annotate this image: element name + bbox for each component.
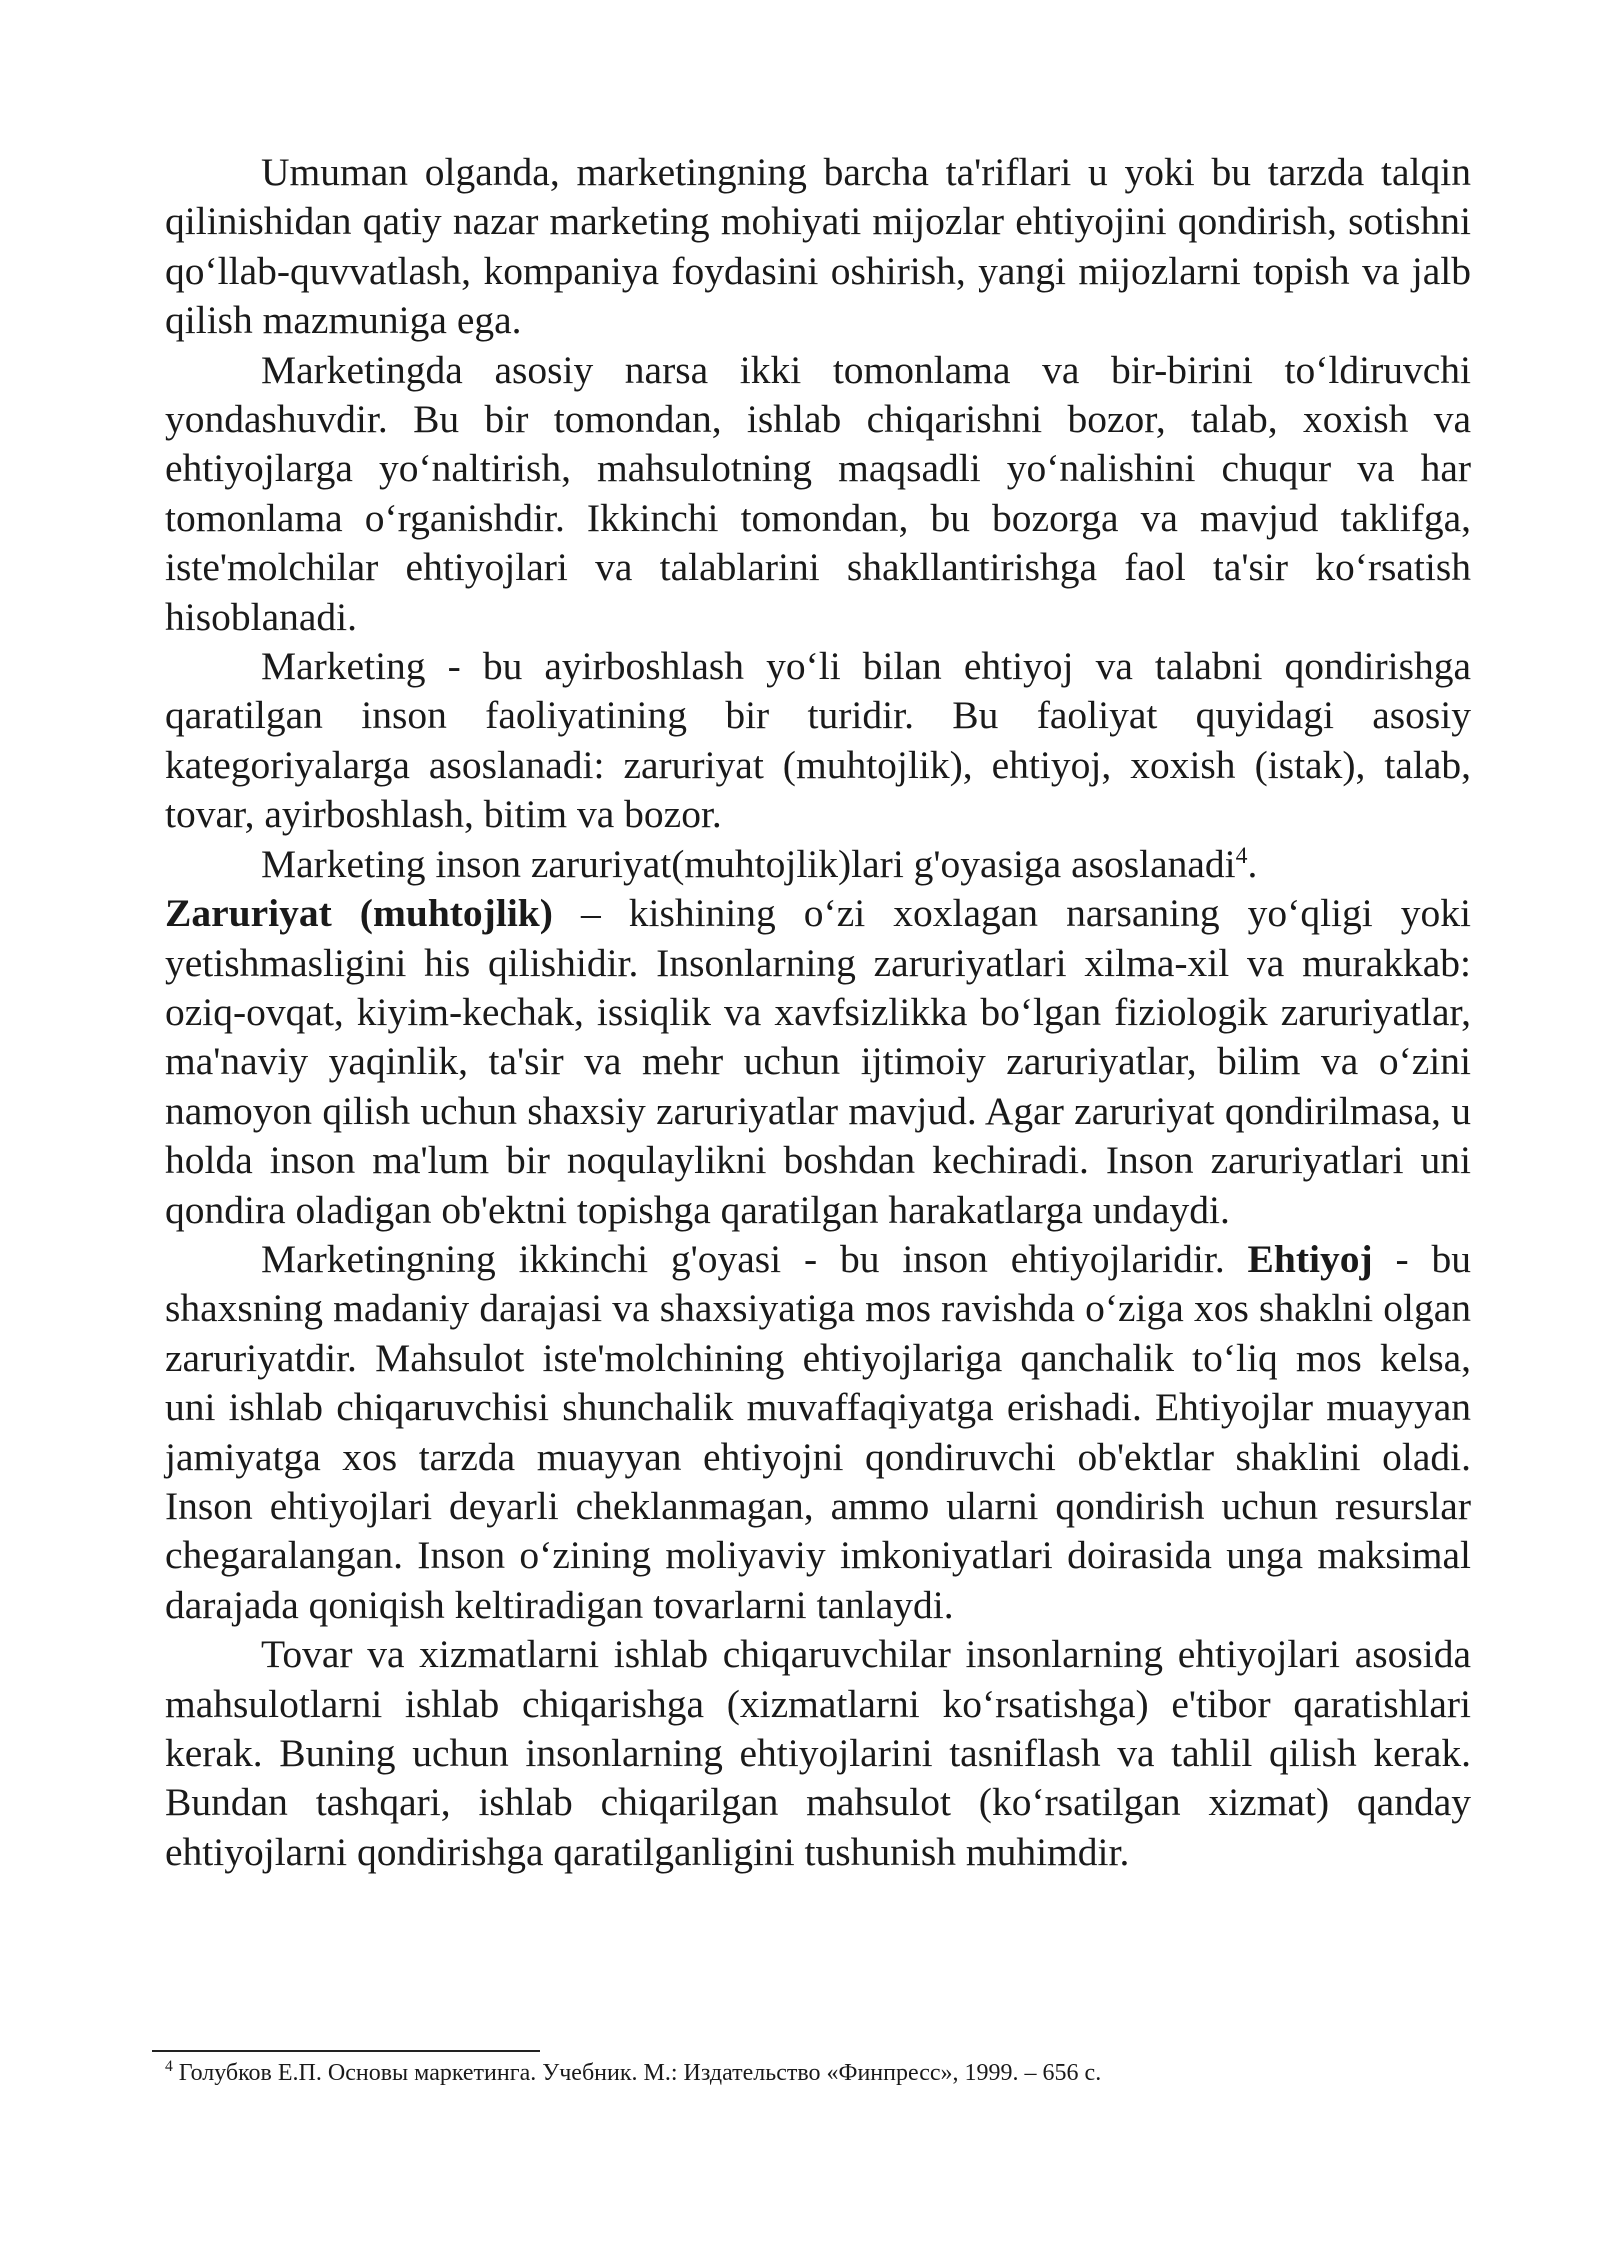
term-zaruriyat: Zaruriyat (muhtojlik)	[165, 891, 553, 936]
paragraph-4	[165, 840, 1471, 1235]
paragraph-3-text: Marketing - bu ayirboshlash yo‘li bilan ehtiyoj va talabni qondirishga qaratilgan inson faoliyatining bir turidir. Bu faoliyat quyidagi asosiy kategoriyalarga asoslanadi: zaruriyat (muhtojlik), ehtiyoj, xoxish (istak), talab, tovar, ayirboshlash, bitim va bozor.	[165, 644, 1471, 837]
paragraph-4-rest: – kishining o‘zi xoxlagan narsaning yo‘qligi yoki yetishmasligini his qilishidir. Insonlarning zaruriyatlari xilma-xil va murakkab: oziq-ovqat, kiyim-kechak, issiqlik va xavfsizlikka bo‘lgan fiziologik zaruriyatlar, ma'naviy yaqinlik, ta'sir va mehr uchun ijtimoiy zaruriyatlar, bilim va o‘zini namoyon qilish uchun shaxsiy zaruriyatlar mavjud. Agar zaruriyat qondirilmasa, u holda inson ma'lum bir noqulaylikni boshdan kechiradi. Inson zaruriyatlari uni qondira oladigan ob'ektni topishga qaratilgan harakatlarga undaydi.	[165, 891, 1471, 1232]
paragraph-5-lead: Marketingning ikkinchi g'oyasi - bu inson ehtiyojlaridir.	[261, 1236, 1248, 1281]
paragraph-5	[165, 1235, 1471, 1630]
paragraph-2-text: Marketingda asosiy narsa ikki tomonlama va bir-birini to‘ldiruvchi yondashuvdir. Bu bir tomondan, ishlab chiqarishni bozor, talab, xoxish va ehtiyojlarga yo‘naltirish, mahsulotning maqsadli yo‘nalishini chuqur va har tomonlama o‘rganishdir. Ikkinchi tomondan, bu bozorga va mavjud taklifga, iste'molchilar ehtiyojlari va talablarini shakllantirishga faol ta'sir ko‘rsatish hisoblanadi.	[165, 347, 1471, 639]
paragraph-2	[165, 346, 1471, 642]
paragraph-1	[165, 148, 1471, 346]
term-ehtiyoj: Ehtiyoj	[1247, 1236, 1373, 1281]
paragraph-6-text: Tovar va xizmatlarni ishlab chiqaruvchilar insonlarning ehtiyojlari asosida mahsulotlarni ishlab chiqarishga (xizmatlarni ko‘rsatishga) e'tibor qaratishlari kerak. Buning uchun insonlarning ehtiyojlarini tasniflash va tahlil qilish kerak. Bundan tashqari, ishlab chiqarilgan mahsulot (ko‘rsatilgan xizmat) qanday ehtiyojlarni qondirishga qaratilganligini tushunish muhimdir.	[165, 1632, 1471, 1874]
paragraph-3	[165, 642, 1471, 840]
paragraph-4-lead: Marketing inson zaruriyat(muhtojlik)lari g'oyasiga asoslanadi	[261, 841, 1236, 886]
footnote-text: Голубков Е.П. Основы маркетинга. Учебник. М.: Издательство «Финпресс», 1999. – 656 с.	[172, 2060, 1102, 2086]
footnote-number: 4	[165, 2058, 173, 2075]
body-text	[165, 148, 1471, 1877]
paragraph-6	[165, 1630, 1471, 1877]
paragraph-5-rest: - bu shaxsning madaniy darajasi va shaxsiyatiga mos ravishda o‘ziga xos shaklni olgan zaruriyatdir. Mahsulot iste'molchining ehtiyojlariga qanchalik to‘liq mos kelsa, uni ishlab chiqaruvchisi shunchalik muvaffaqiyatga erishadi. Ehtiyojlar muayyan jamiyatga xos tarzda muayyan ehtiyojni qondiruvchi ob'ektlar shaklini oladi. Inson ehtiyojlari deyarli cheklanmagan, ammo ularni qondirish uchun resurslar chegaralangan. Inson o‘zining moliyaviy imkoniyatlari doirasida unga maksimal darajada qoniqish keltiradigan tovarlarni tanlaydi.	[165, 1236, 1471, 1627]
footnote-reference[interactable]: 4	[1235, 842, 1248, 869]
footnote	[165, 2058, 1471, 2088]
footnote-divider	[152, 2050, 540, 2052]
paragraph-1-text: Umuman olganda, marketingning barcha ta'riflari u yoki bu tarzda talqin qilinishidan qatiy nazar marketing mohiyati mijozlar ehtiyojini qondirish, sotishni qo‘llab-quvvatlash, kompaniya foydasini oshirish, yangi mijozlarni topish va jalb qilish mazmuniga ega.	[165, 150, 1471, 343]
paragraph-4-lead-end: .	[1247, 841, 1258, 886]
